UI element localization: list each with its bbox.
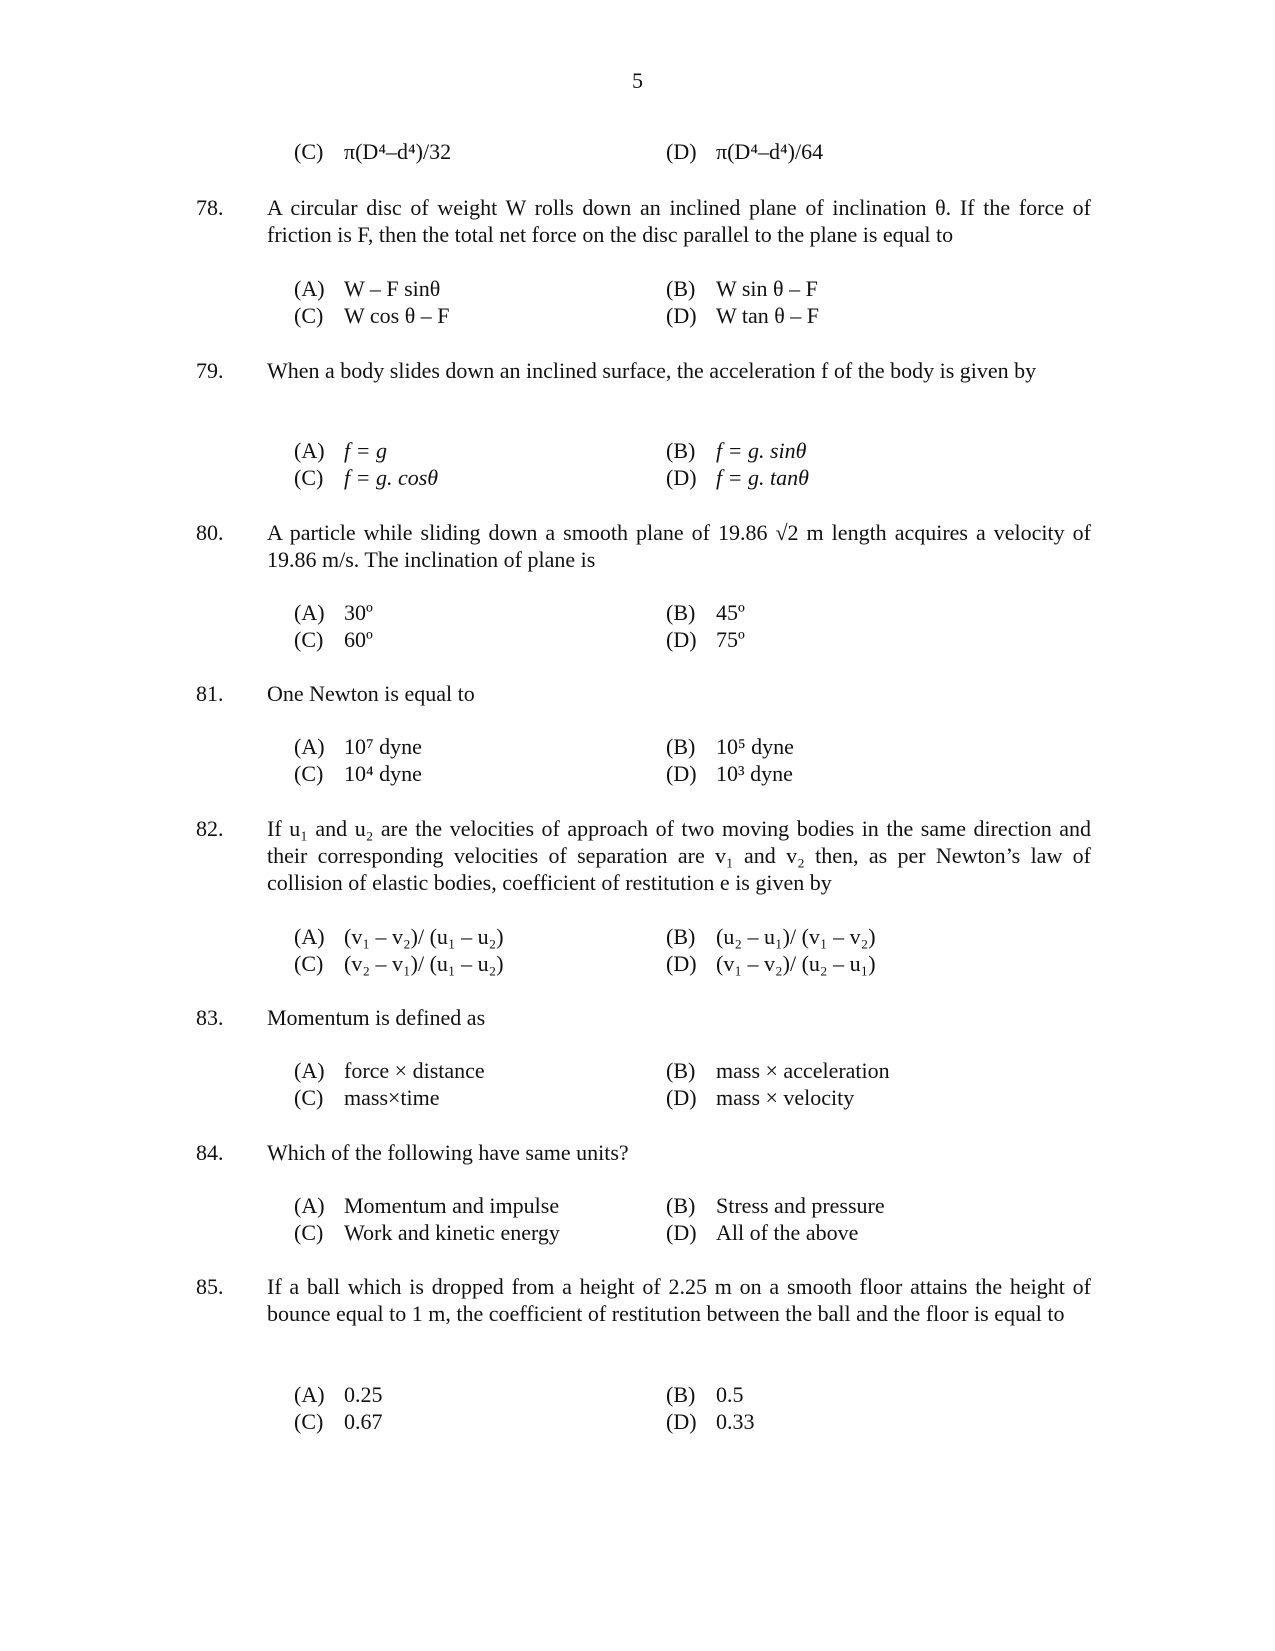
question-number: 78. [196, 195, 224, 220]
option-a [294, 437, 387, 465]
option-b [666, 437, 806, 465]
option-a [294, 275, 440, 303]
option-text: (u₂ – u₁)/ (v₁ – v₂) [716, 924, 876, 949]
question-text: If a ball which is dropped from a height of 2.25 m on a smooth floor attains the height of bounce equal to 1 m, the coefficient of restitution between the ball and the floor is equal to [267, 1274, 1091, 1326]
option-c [294, 302, 449, 330]
question-text: Which of the following have same units? [267, 1140, 629, 1165]
option-letter: (D) [666, 627, 697, 652]
option-letter: (B) [666, 1193, 696, 1218]
option-letter: (A) [294, 734, 325, 759]
option-c [294, 950, 504, 978]
option-text: W sin θ – F [716, 276, 818, 301]
option-text: f = g [344, 438, 387, 463]
option-text: 0.5 [716, 1382, 744, 1407]
option-letter: (C) [294, 627, 324, 652]
option-text: Work and kinetic energy [344, 1220, 560, 1245]
option-letter: (A) [294, 924, 325, 949]
option-text: π(D⁴–d⁴)/32 [344, 139, 452, 164]
option-d [666, 1408, 755, 1436]
option-letter: (D) [666, 1085, 697, 1110]
option-c [294, 1084, 440, 1112]
option-letter: (D) [666, 951, 697, 976]
option-text: 75º [716, 627, 745, 652]
option-text: W cos θ – F [344, 303, 450, 328]
option-b [666, 1057, 890, 1085]
option-a [294, 1192, 559, 1220]
option-letter: (B) [666, 924, 696, 949]
option-text: 0.67 [344, 1409, 383, 1434]
question-number: 79. [196, 358, 224, 383]
option-letter: (A) [294, 1193, 325, 1218]
option-text: f = g. tanθ [716, 465, 809, 490]
option-a [294, 1057, 485, 1085]
option-letter: (B) [666, 1382, 696, 1407]
question-text: When a body slides down an inclined surface, the acceleration f of the body is given by [267, 358, 1037, 383]
option-letter: (D) [666, 465, 697, 490]
option-letter: (C) [294, 465, 324, 490]
question-number: 83. [196, 1005, 224, 1030]
option-d [666, 464, 809, 492]
option-text: mass × acceleration [716, 1058, 890, 1083]
option-b [666, 599, 745, 627]
option-text: (v₁ – v₂)/ (u₂ – u₁) [716, 951, 876, 976]
option-a [294, 733, 422, 761]
option-c [294, 464, 438, 492]
option-text: W – F sinθ [344, 276, 441, 301]
option-letter: (C) [294, 139, 324, 164]
question-number: 81. [196, 681, 224, 706]
question-text: A particle while sliding down a smooth plane of 19.86 √2 m length acquires a velocity of 19.86 m/s. The inclination of plane is [267, 520, 1091, 572]
option-letter: (C) [294, 761, 324, 786]
option-b [666, 733, 794, 761]
option-a [294, 923, 504, 951]
question-number: 85. [196, 1274, 224, 1299]
option-letter: (B) [666, 734, 696, 759]
option-a [294, 1381, 383, 1409]
option-text: f = g. cosθ [344, 465, 439, 490]
option-letter: (C) [294, 303, 324, 328]
option-letter: (B) [666, 600, 696, 625]
page-number: 5 [632, 68, 643, 93]
option-letter: (D) [666, 139, 697, 164]
option-letter: (B) [666, 276, 696, 301]
option-letter: (D) [666, 1409, 697, 1434]
option-letter: (A) [294, 276, 325, 301]
option-a [294, 599, 373, 627]
option-c [294, 1408, 383, 1436]
option-letter: (C) [294, 1085, 324, 1110]
option-letter: (C) [294, 1220, 324, 1245]
option-text: force × distance [344, 1058, 485, 1083]
question-text: If u₁ and u₂ are the velocities of approach of two moving bodies in the same direction and their corresponding velocities of separation are v₁ and v₂ then, as per Newton’s law of collision of elastic bodies, coefficient of restitution e is given by [267, 816, 1091, 895]
option-text: 0.33 [716, 1409, 755, 1434]
option-text: mass × velocity [716, 1085, 855, 1110]
option-letter: (B) [666, 438, 696, 463]
option-d [666, 138, 823, 166]
option-text: Momentum and impulse [344, 1193, 560, 1218]
option-letter: (C) [294, 1409, 324, 1434]
option-d [666, 302, 819, 330]
option-text: 45º [716, 600, 745, 625]
option-d [666, 1219, 858, 1247]
option-text: 10⁴ dyne [344, 761, 422, 786]
option-d [666, 760, 793, 788]
option-text: 60º [344, 627, 373, 652]
option-text: (v₂ – v₁)/ (u₁ – u₂) [344, 951, 504, 976]
option-b [666, 923, 876, 951]
option-d [666, 1084, 854, 1112]
option-letter: (A) [294, 1058, 325, 1083]
option-letter: (A) [294, 600, 325, 625]
option-d [666, 626, 745, 654]
option-b [666, 1192, 885, 1220]
option-text: mass×time [344, 1085, 440, 1110]
option-text: 10⁷ dyne [344, 734, 422, 759]
option-d [666, 950, 876, 978]
option-text: f = g. sinθ [716, 438, 807, 463]
question-text: One Newton is equal to [267, 681, 475, 706]
option-letter: (D) [666, 303, 697, 328]
option-text: 30º [344, 600, 373, 625]
question-number: 82. [196, 816, 224, 841]
option-letter: (C) [294, 951, 324, 976]
option-c [294, 138, 451, 166]
option-text: 10³ dyne [716, 761, 793, 786]
option-text: 10⁵ dyne [716, 734, 794, 759]
option-text: π(D⁴–d⁴)/64 [716, 139, 824, 164]
option-text: 0.25 [344, 1382, 383, 1407]
option-letter: (A) [294, 1382, 325, 1407]
option-b [666, 1381, 744, 1409]
option-text: Stress and pressure [716, 1193, 885, 1218]
question-number: 80. [196, 520, 224, 545]
option-letter: (D) [666, 1220, 697, 1245]
option-c [294, 760, 422, 788]
question-text: A circular disc of weight W rolls down an inclined plane of inclination θ. If the force of friction is F, then the total net force on the disc parallel to the plane is equal to [267, 195, 1091, 247]
option-text: W tan θ – F [716, 303, 820, 328]
question-text: Momentum is defined as [267, 1005, 486, 1030]
option-letter: (D) [666, 761, 697, 786]
question-number: 84. [196, 1140, 224, 1165]
option-text: (v₁ – v₂)/ (u₁ – u₂) [344, 924, 504, 949]
option-c [294, 1219, 560, 1247]
option-letter: (A) [294, 438, 325, 463]
option-b [666, 275, 818, 303]
option-letter: (B) [666, 1058, 696, 1083]
option-c [294, 626, 373, 654]
option-text: All of the above [716, 1220, 859, 1245]
